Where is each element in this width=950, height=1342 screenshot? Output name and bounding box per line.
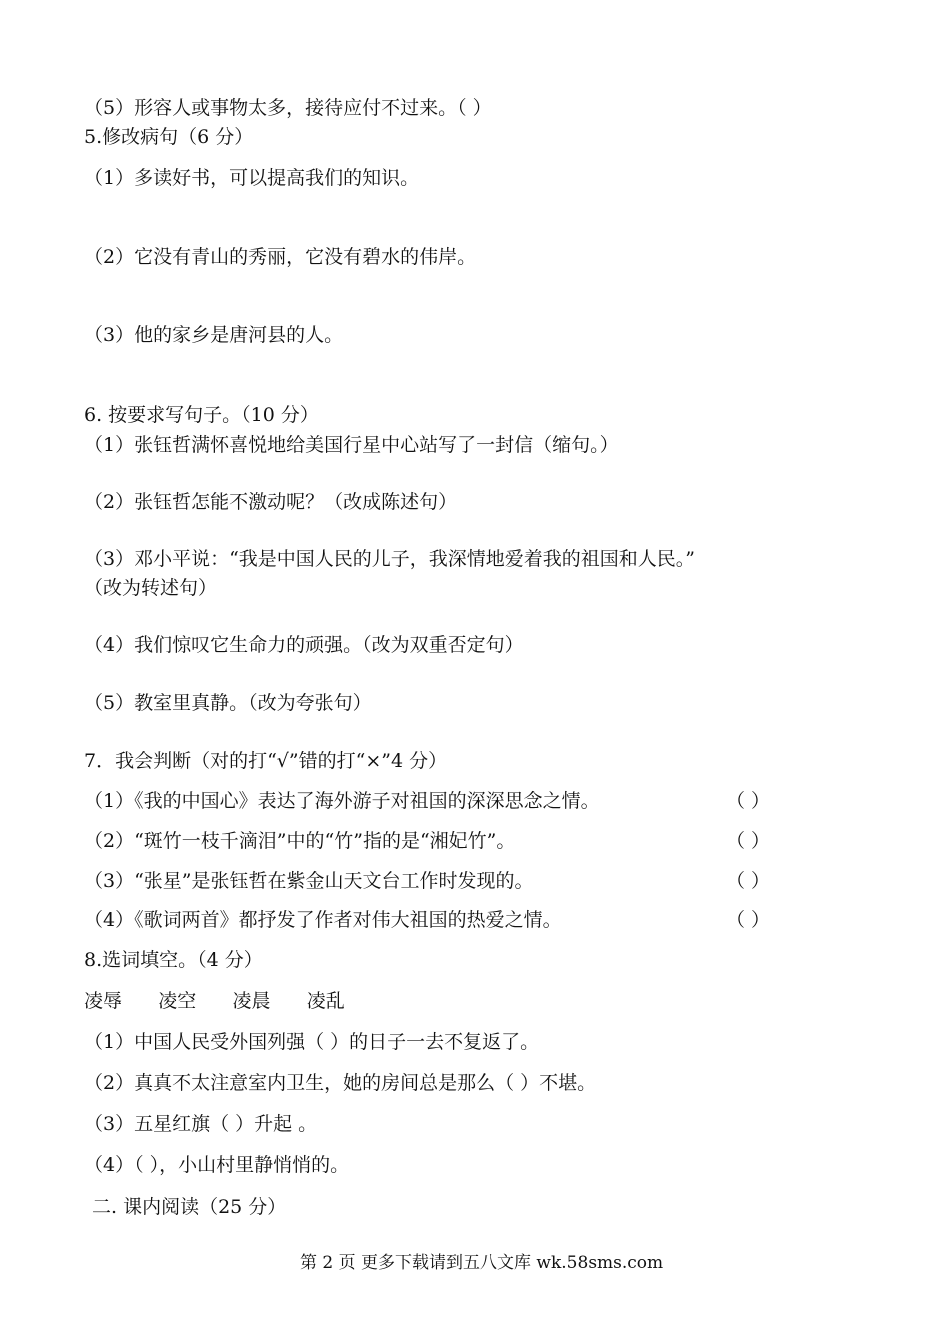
q6-item-3: （3）邓小平说：“我是中国人民的儿子，我深情地爱着我的祖国和人民。” xyxy=(84,548,696,570)
page-footer: 第 2 页 更多下载请到五八文库 wk.58sms.com xyxy=(300,1253,664,1273)
q6-item-3-instruction: （改为转述句） xyxy=(84,577,218,599)
section-6-heading: 6. 按要求写句子。（10 分） xyxy=(84,404,319,426)
q5-item-3: （3）他的家乡是唐河县的人。 xyxy=(84,324,344,346)
q4-item-5: （5）形容人或事物太多，接待应付不过来。（ ） xyxy=(84,97,492,119)
q8-item-2: （2）真真不太注意室内卫生，她的房间总是那么（ ）不堪。 xyxy=(84,1072,597,1094)
q7-answer-bracket-2: （ ） xyxy=(726,830,771,852)
q7-answer-bracket-3: （ ） xyxy=(726,870,771,892)
q7-item-2: （2）“斑竹一枝千滴泪”中的“竹”指的是“湘妃竹”。 xyxy=(84,830,516,852)
q7-answer-bracket-1: （ ） xyxy=(726,790,771,812)
section-7-heading: 7．我会判断（对的打“√”错的打“×”4 分） xyxy=(84,750,448,772)
q6-item-5: （5）教室里真静。（改为夸张句） xyxy=(84,692,372,714)
q8-item-1: （1）中国人民受外国列强（ ）的日子一去不复返了。 xyxy=(84,1031,540,1053)
q6-item-1: （1）张钰哲满怀喜悦地给美国行星中心站写了一封信（缩句。） xyxy=(84,434,619,456)
q8-item-4: （4）（ ），小山村里静悄悄的。 xyxy=(84,1154,350,1176)
section-8-heading: 8.选词填空。（4 分） xyxy=(84,949,263,971)
q8-word-bank: 凌辱 凌空 凌晨 凌乱 xyxy=(84,990,345,1012)
section-2-heading: 二. 课内阅读（25 分） xyxy=(92,1196,287,1218)
q6-item-2: （2）张钰哲怎能不激动呢？（改成陈述句） xyxy=(84,491,458,513)
q7-answer-bracket-4: （ ） xyxy=(726,909,771,931)
q7-item-1: （1）《我的中国心》表达了海外游子对祖国的深深思念之情。 xyxy=(84,790,600,812)
q5-item-1: （1）多读好书，可以提高我们的知识。 xyxy=(84,167,420,189)
q7-item-4: （4）《歌词两首》都抒发了作者对伟大祖国的热爱之情。 xyxy=(84,909,562,931)
q5-item-2: （2）它没有青山的秀丽，它没有碧水的伟岸。 xyxy=(84,246,477,268)
section-5-heading: 5.修改病句（6 分） xyxy=(84,126,254,148)
q8-item-3: （3）五星红旗（ ）升起 。 xyxy=(84,1113,318,1135)
q6-item-4: （4）我们惊叹它生命力的顽强。（改为双重否定句） xyxy=(84,634,524,656)
q7-item-3: （3）“张星”是张钰哲在紫金山天文台工作时发现的。 xyxy=(84,870,534,892)
